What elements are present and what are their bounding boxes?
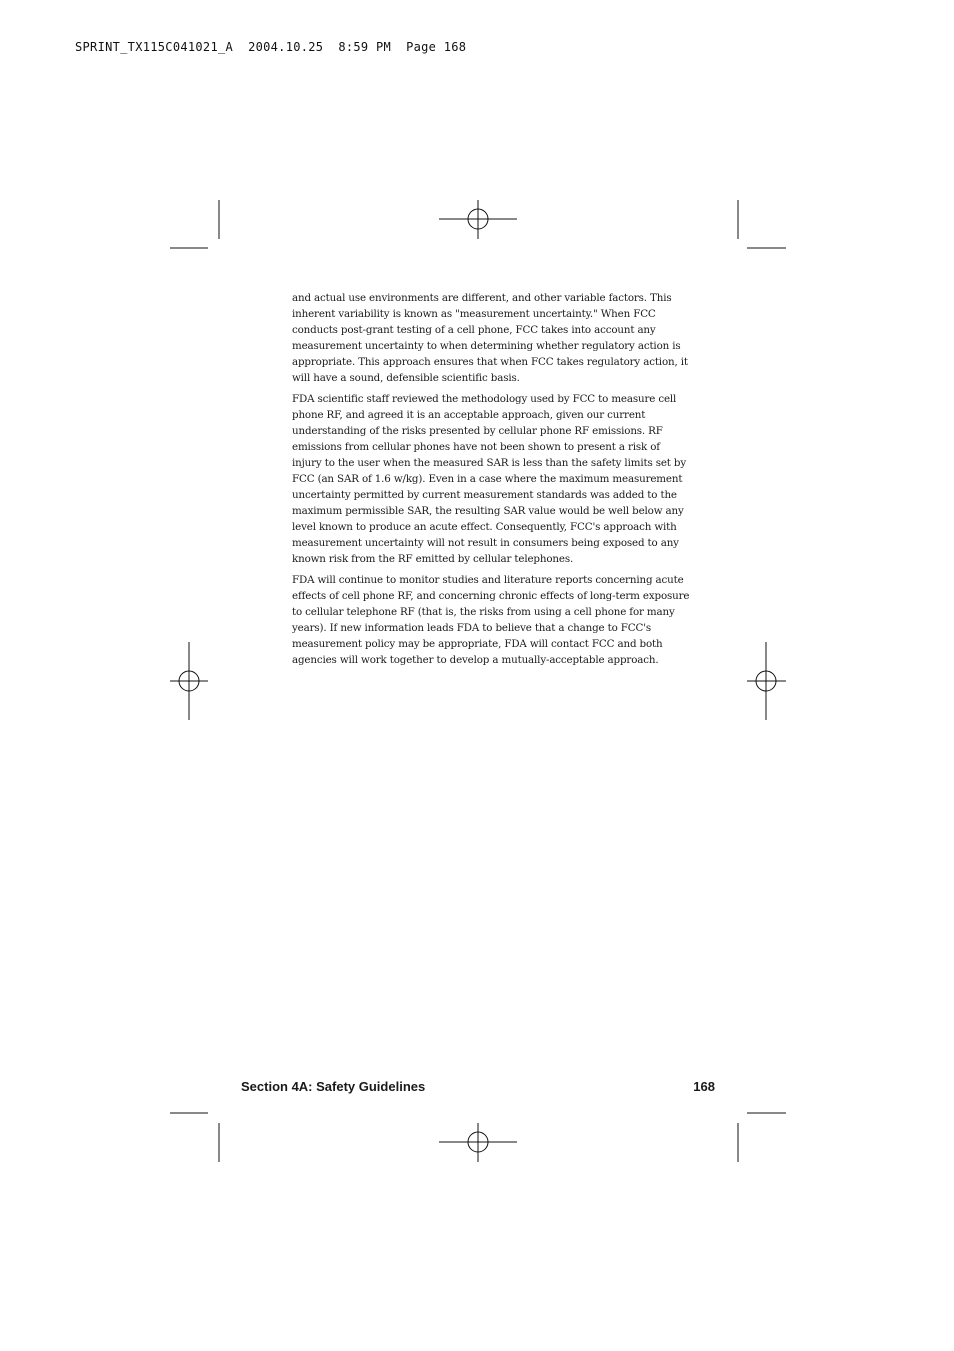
registration-mark-left [170,642,208,720]
footer-section-title: Section 4A: Safety Guidelines [241,1079,426,1094]
registration-mark-right [747,642,786,720]
paragraph-3: FDA will continue to monitor studies and literature reports concerning acute effects of cell phone RF, and concerning chronic effects of long-term exposure to cellular telephone RF (that is, the risks from using a cell phone for many years). If new information leads FDA to believe that a change to FCC's measurement policy may be appropriate, FDA will contact FCC and both agencies will work together to develop a mutually-acceptable approach. [292,574,690,666]
paragraph-2: FDA scientific staff reviewed the methodology used by FCC to measure cell phone RF, and agreed it is an acceptable approach, given our current understanding of the risks presented by cellular phone RF emissions. RF emissions from cellular phones have not been shown to present a risk of injury to the user when the measured SAR is less than the safety limits set by FCC (an SAR of 1.6 w/kg). Even in a case where the maximum measurement uncertainty permitted by current measurement standards was added to the maximum permissible SAR, the resulting SAR value would be well below any level known to produce an acute effect. Consequently, FCC's approach with measurement uncertainty will not result in consumers being exposed to any known risk from the RF emitted by cellular telephones. [292,393,687,565]
print-slug: SPRINT_TX115C041021_A 2004.10.25 8:59 PM Page 168 [75,40,467,54]
registration-mark-top [439,200,517,239]
page-footer [241,1079,715,1094]
paragraph-1: and actual use environments are different, and other variable factors. This inherent variability is known as "measurement uncertainty." When FCC conducts post-grant testing of a cell phone, FCC takes into account any measurement uncertainty to when determining whether regulatory action is appropriate. This approach ensures that when FCC takes regulatory action, it will have a sound, defensible scientific basis. [292,292,688,384]
footer-page-number: 168 [693,1079,715,1094]
body-text [292,290,692,673]
registration-mark-bottom [439,1123,517,1162]
